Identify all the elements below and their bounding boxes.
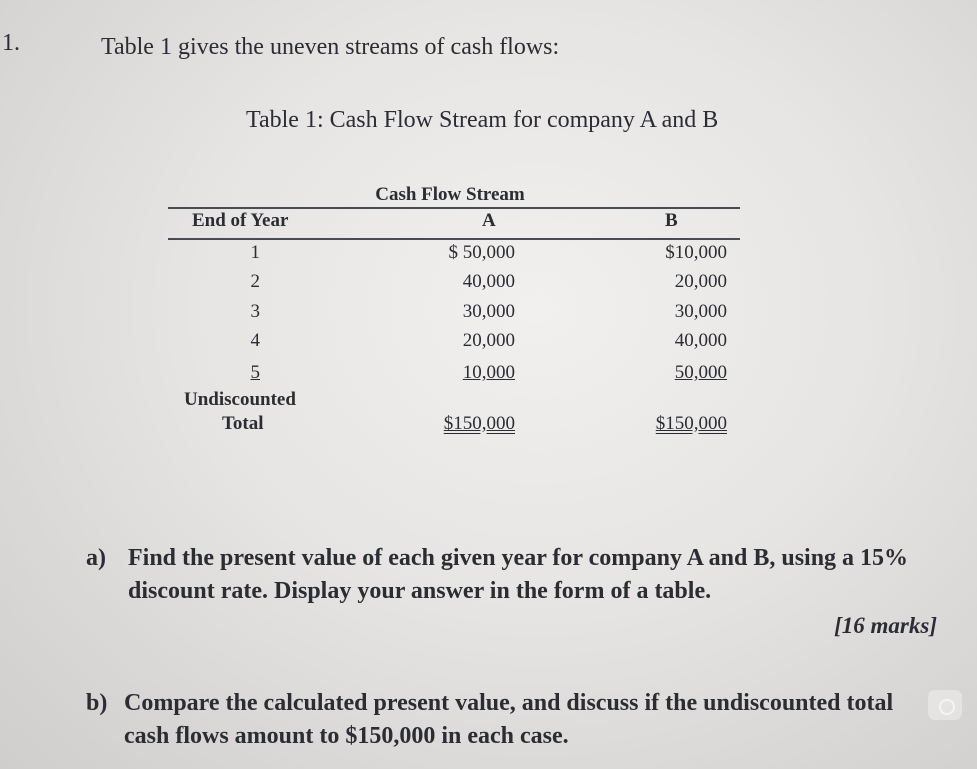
header-company-a: A — [482, 210, 496, 231]
table-row — [160, 330, 740, 358]
total-label-total: Total — [222, 413, 264, 434]
cash-flow-table — [160, 182, 740, 452]
total-b: $150,000 — [655, 413, 727, 434]
part-a-text: Find the present value of each given year for company A and B, using a 15% discount rate. Display your answer in the form of a table. — [128, 545, 909, 604]
part-b-label: b) — [86, 690, 108, 716]
table-caption: Table 1: Cash Flow Stream for company A and B — [246, 107, 719, 133]
cell-year: 3 — [250, 301, 260, 322]
table-row — [160, 301, 740, 329]
table-row — [160, 362, 740, 390]
cell-a: 20,000 — [462, 330, 515, 351]
part-b-text: Compare the calculated present value, and discuss if the undiscounted total cash flows amount to $150,000 in each case. — [124, 690, 894, 749]
question-number: 1. — [2, 30, 20, 56]
total-row — [160, 413, 740, 441]
intro-text: Table 1 gives the uneven streams of cash flows: — [101, 34, 560, 60]
cell-year: 5 — [250, 362, 260, 383]
cell-a: 10,000 — [462, 362, 515, 383]
cell-a: 40,000 — [462, 271, 515, 292]
table-header-rule — [168, 238, 740, 240]
header-company-b: B — [665, 210, 678, 231]
cell-year: 1 — [250, 242, 260, 263]
cell-year: 2 — [250, 271, 260, 292]
header-end-of-year: End of Year — [192, 210, 289, 231]
camera-icon — [928, 690, 962, 720]
cell-a: $ 50,000 — [448, 242, 515, 263]
group-header: Cash Flow Stream — [375, 184, 525, 205]
total-label-undiscounted: Undiscounted — [184, 389, 296, 410]
cell-year: 4 — [250, 330, 260, 351]
cell-b: $10,000 — [665, 242, 727, 263]
table-top-rule — [168, 207, 740, 209]
cell-a: 30,000 — [462, 301, 515, 322]
cell-b: 50,000 — [674, 362, 727, 383]
table-row — [160, 242, 740, 270]
cell-b: 20,000 — [674, 271, 727, 292]
table-row — [160, 271, 740, 299]
part-a-label: a) — [86, 545, 106, 571]
cell-b: 40,000 — [674, 330, 727, 351]
part-a-marks: [16 marks] — [834, 613, 937, 638]
cell-b: 30,000 — [674, 301, 727, 322]
total-a: $150,000 — [443, 413, 515, 434]
